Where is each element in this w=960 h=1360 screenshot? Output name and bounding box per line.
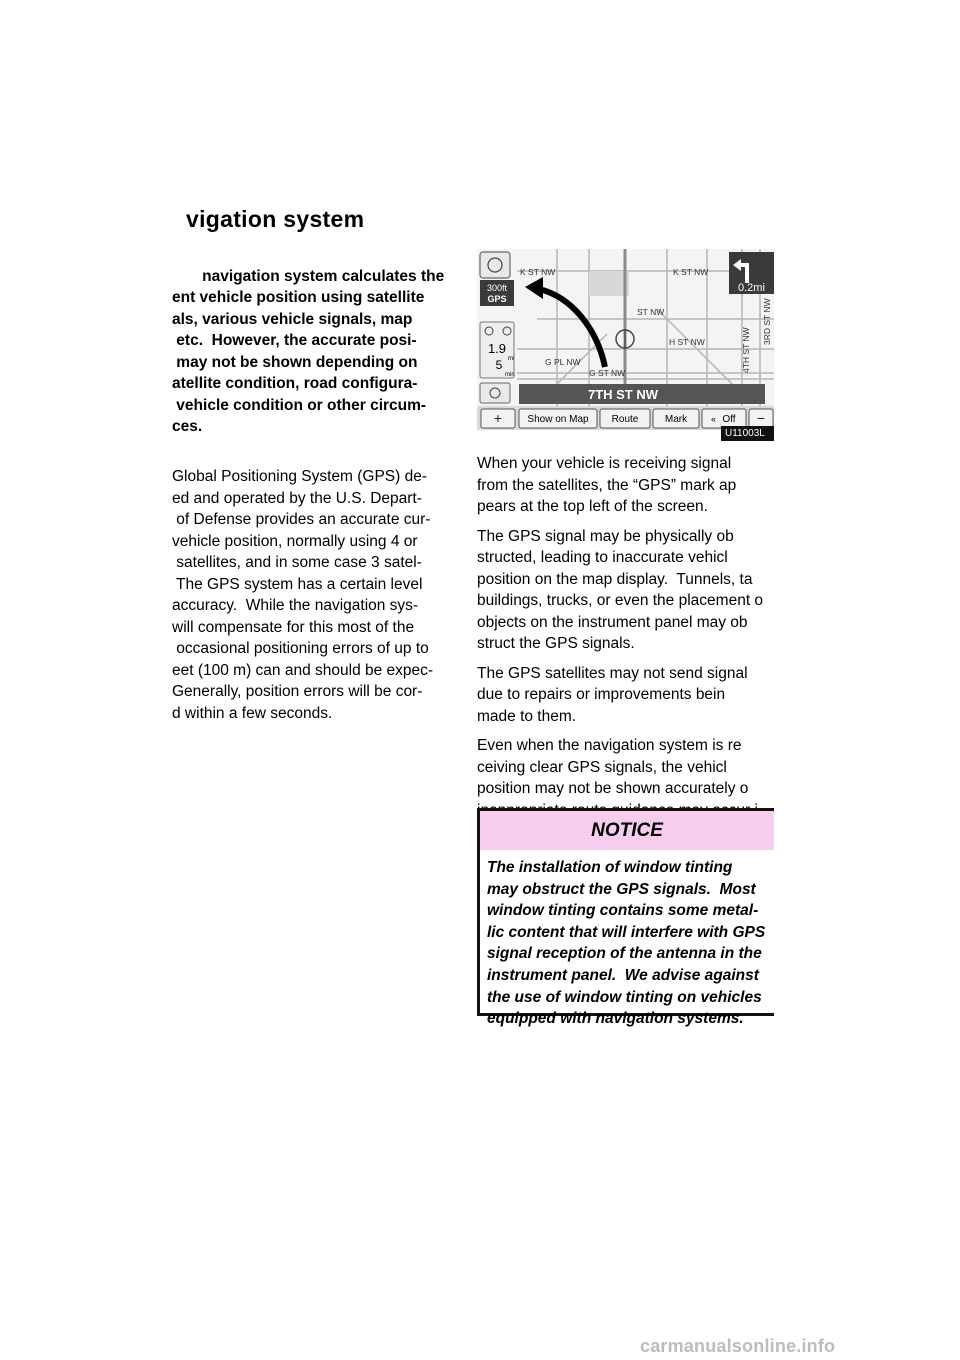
street-label: ST NW bbox=[637, 307, 665, 317]
street-label: K ST NW bbox=[673, 267, 709, 277]
notice-body bbox=[480, 850, 774, 1030]
notice-heading: NOTICE bbox=[480, 811, 774, 850]
street-label: H ST NW bbox=[669, 337, 705, 347]
watermark: carmanualsonline.info bbox=[640, 1336, 836, 1356]
svg-text:Show on Map: Show on Map bbox=[527, 414, 589, 425]
street-label: 3RD ST NW bbox=[762, 298, 772, 345]
notice-box bbox=[477, 808, 774, 1028]
gps-mark: GPS bbox=[487, 294, 507, 304]
map-graphic bbox=[477, 249, 774, 430]
street-label: K ST NW bbox=[520, 267, 556, 277]
compass-icon[interactable] bbox=[480, 252, 510, 278]
distance-value: 1.9 bbox=[487, 341, 507, 356]
gps-body-paragraph: Global Positioning System (GPS) de- ed and operated by the U.S. Depart- of Defense provides an accurate cur- vehicle position, normally using 4 or satellites, and in some case 3 satel- The GPS system has a certain level accuracy. While the navigation sys- will compensate for this most of the occasional positioning errors of up to eet (100 m) can and should be expec- Generally, position errors will be cor- d within a few seconds. bbox=[172, 468, 434, 722]
current-road-name: 7TH ST NW bbox=[587, 387, 659, 402]
svg-text:Mark: Mark bbox=[664, 414, 688, 425]
left-column bbox=[172, 244, 455, 731]
navigation-map-screenshot bbox=[477, 249, 774, 430]
intro-text: navigation system calculates the ent vehicle position using satellite als, various vehicle signals, map etc. However, the accurate posi- may not be shown depending on atellite condition, road configura- vehicle condition or other circum- ces. bbox=[172, 267, 445, 435]
right-column bbox=[477, 453, 774, 851]
svg-text:Off: Off bbox=[722, 414, 736, 425]
notice-text: The installation of window tinting may obstruct the GPS signals. Most window tinting contains some metal- lic content that will interfere with GPS signal reception of the antenna in the instrument panel. We advise against the use of window tinting on vehicles equipped with navigation systems. bbox=[487, 859, 766, 1028]
street-label: G ST NW bbox=[589, 368, 626, 378]
repairs-paragraph: The GPS satellites may not send signal due to repairs or improvements bein made to them. bbox=[477, 664, 748, 725]
distance-unit: mi bbox=[508, 356, 515, 362]
rewind-icon: « bbox=[711, 414, 717, 424]
svg-text:−: − bbox=[756, 410, 766, 426]
time-unit: min bbox=[505, 372, 515, 378]
obstruction-paragraph: The GPS signal may be physically ob structed, leading to inaccurate vehicl position on the map display. Tunnels, ta buildings, trucks, or even the placement o objects on the instrument panel may ob struct the GPS signals. bbox=[477, 527, 764, 652]
accuracy-paragraph: Even when the navigation system is re ceiving clear GPS signals, the vehicl position may not be shown accurately o bbox=[477, 737, 749, 797]
svg-text:+: + bbox=[493, 410, 503, 426]
svg-text:Route: Route bbox=[611, 414, 639, 425]
image-code-label: U11003L bbox=[721, 426, 774, 441]
street-label: 4TH ST NW bbox=[741, 327, 751, 373]
map-scale: 300ft bbox=[486, 283, 508, 293]
section-title: vigation system bbox=[186, 206, 365, 232]
gps-mark-paragraph: When your vehicle is receiving signal from the satellites, the “GPS” mark ap pears at the top left of the screen. bbox=[477, 455, 737, 515]
time-value: 5 bbox=[495, 358, 503, 372]
turn-distance: 0.2mi bbox=[738, 282, 765, 294]
street-label: G PL NW bbox=[545, 357, 581, 367]
intro-paragraph bbox=[172, 244, 455, 459]
